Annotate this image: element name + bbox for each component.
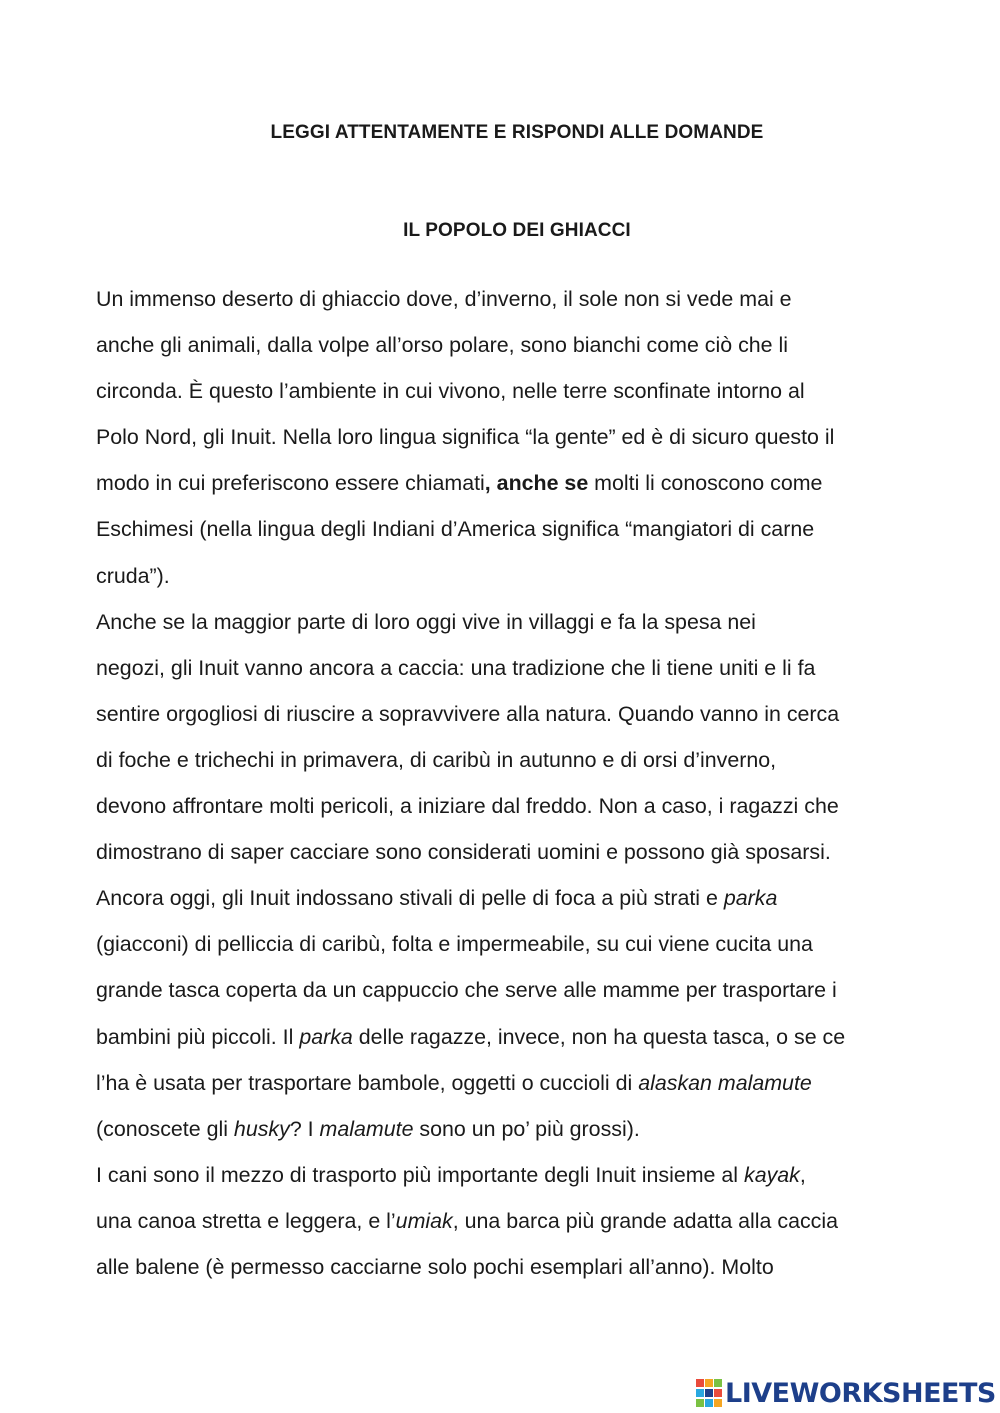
passage-text: una canoa stretta e leggera, e l’ xyxy=(96,1208,396,1233)
passage-text: Un immenso deserto di ghiaccio dove, d’inverno, il sole non si vede mai e xyxy=(96,287,792,311)
passage-text: l’ha è usata per trasportare bambole, oggetti o cuccioli di xyxy=(96,1070,639,1095)
passage-text: , una barca più grande adatta alla caccia xyxy=(452,1208,839,1233)
passage-text: parka xyxy=(299,1024,353,1049)
passage-text: malamute xyxy=(319,1116,414,1141)
passage-line xyxy=(96,975,916,1021)
passage-text: negozi, gli Inuit vanno ancora a caccia: una tradizione che li tiene uniti e li fa xyxy=(96,655,816,680)
passage-line xyxy=(96,883,916,929)
passage-line xyxy=(96,1252,916,1298)
text-title: IL POPOLO DEI GHIACCI xyxy=(403,220,631,241)
passage-line xyxy=(96,653,916,699)
passage-text: alaskan malamute xyxy=(638,1070,812,1095)
passage-line xyxy=(96,1160,916,1206)
passage-line xyxy=(96,745,916,791)
passage-text: grande tasca coperta da un cappuccio che serve alle mamme per trasportare i xyxy=(96,978,837,1003)
liveworksheets-logo[interactable] xyxy=(696,1376,996,1410)
instruction-title: LEGGI ATTENTAMENTE E RISPONDI ALLE DOMANDE xyxy=(270,122,764,143)
passage-line xyxy=(96,422,916,468)
passage-text: anche gli animali, dalla volpe all’orso polare, sono bianchi come ciò che li xyxy=(96,333,789,358)
passage-line xyxy=(96,1206,916,1252)
logo-text: LIVEWORKSHEETS xyxy=(725,1377,996,1409)
passage-text: husky xyxy=(233,1116,290,1141)
passage-text: di foche e trichechi in primavera, di caribù in autunno e di orsi d’inverno, xyxy=(96,747,777,772)
passage-text: alle balene (è permesso cacciarne solo pochi esemplari all’anno). Molto xyxy=(96,1254,774,1279)
passage-line xyxy=(96,929,916,975)
reading-passage xyxy=(96,284,916,1298)
passage-text: sentire orgogliosi di riuscire a sopravvivere alla natura. Quando vanno in cerca xyxy=(96,701,840,726)
passage-line xyxy=(96,837,916,883)
passage-text: Eschimesi (nella lingua degli Indiani d’America significa “mangiatori di carne xyxy=(96,517,815,542)
passage-text: I cani sono il mezzo di trasporto più importante degli Inuit insieme al xyxy=(96,1162,744,1187)
passage-line xyxy=(96,330,916,376)
passage-line xyxy=(96,791,916,837)
passage-text: modo in cui preferiscono essere chiamati xyxy=(96,471,485,496)
passage-text: delle ragazze, invece, non ha questa tasca, o se ce xyxy=(352,1024,846,1049)
passage-text: bambini più piccoli. Il xyxy=(96,1024,300,1049)
passage-text: Anche se la maggior parte di loro oggi vive in villaggi e fa la spesa nei xyxy=(96,609,756,634)
passage-line xyxy=(96,284,916,330)
passage-text: (conoscete gli xyxy=(96,1116,234,1141)
passage-text: kayak xyxy=(744,1162,800,1187)
passage-line xyxy=(96,1022,916,1068)
passage-text: parka xyxy=(723,886,778,911)
passage-line xyxy=(96,607,916,653)
passage-line xyxy=(96,468,916,514)
passage-line xyxy=(96,1114,916,1160)
passage-text: , xyxy=(799,1162,806,1187)
passage-line xyxy=(96,699,916,745)
passage-text: Polo Nord, gli Inuit. Nella loro lingua significa “la gente” ed è di sicuro questo il xyxy=(96,425,835,450)
passage-text: ? I xyxy=(289,1116,320,1141)
passage-text: devono affrontare molti pericoli, a iniziare dal freddo. Non a caso, i ragazzi che xyxy=(96,794,839,819)
passage-line xyxy=(96,376,916,422)
passage-text: Ancora oggi, gli Inuit indossano stivali di pelle di foca a più strati e xyxy=(96,886,724,911)
passage-text: dimostrano di saper cacciare sono considerati uomini e possono già sposarsi. xyxy=(96,840,831,865)
liveworksheets-logo-icon xyxy=(696,1379,722,1407)
passage-line xyxy=(96,561,916,607)
passage-text: umiak xyxy=(395,1208,453,1233)
passage-text: circonda. È questo l’ambiente in cui vivono, nelle terre sconfinate intorno al xyxy=(96,379,805,404)
passage-text: sono un po’ più grossi). xyxy=(413,1116,640,1141)
passage-text: , anche se xyxy=(484,471,589,496)
passage-text: (giacconi) di pelliccia di caribù, folta e impermeabile, su cui viene cucita una xyxy=(96,932,813,957)
passage-line xyxy=(96,514,916,560)
passage-text: cruda”). xyxy=(96,563,170,588)
passage-line xyxy=(96,1068,916,1114)
passage-text: molti li conoscono come xyxy=(588,471,823,496)
